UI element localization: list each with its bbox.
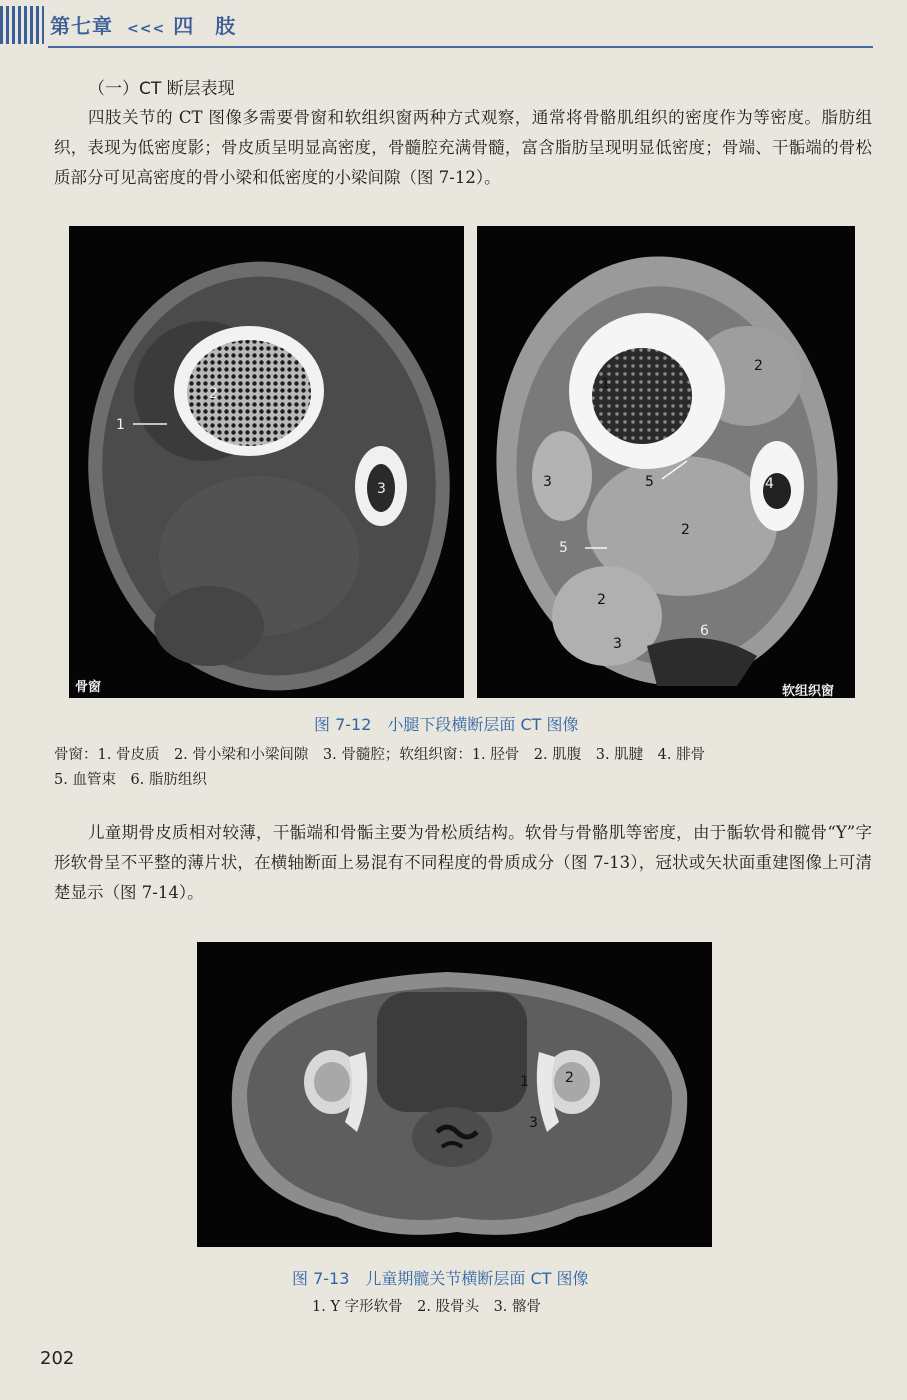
header-rule [48, 46, 873, 48]
section-heading: （一）CT 断层表现 [88, 79, 235, 99]
marker-5: 5 [559, 540, 568, 556]
marker-2: 2 [565, 1070, 574, 1086]
soft-tissue-window-label: 软组织窗 [782, 684, 835, 698]
marker-2: 2 [597, 592, 606, 608]
header-stripe-decoration [0, 6, 44, 44]
marker-3: 3 [543, 474, 552, 490]
page-number: 202 [40, 1348, 75, 1369]
chapter-label: 第七章 [50, 14, 113, 38]
figure-7-12-legend-line-2: 5. 血管束 6. 脂肪组织 [54, 772, 207, 788]
ct-image-child-hip [197, 942, 712, 1247]
header-title [50, 10, 236, 39]
marker-3: 3 [377, 481, 386, 497]
marker-3: 3 [613, 636, 622, 652]
marker-4: 4 [765, 476, 774, 492]
figure-7-12-legend-line-1: 骨窗：1. 骨皮质 2. 骨小梁和小梁间隙 3. 骨髓腔；软组织窗：1. 胫骨 2. 肌腹 3. 肌腱 4. 腓骨 [54, 747, 706, 763]
ct-soft-tissue-drawing [477, 226, 855, 698]
marker-3: 3 [529, 1115, 538, 1131]
marker-1: 1 [520, 1074, 529, 1090]
ct-image-bone-window [69, 226, 464, 698]
ct-bone-window-drawing [69, 226, 464, 698]
paragraph-1: 四肢关节的 CT 图像多需要骨窗和软组织窗两种方式观察，通常将骨骼肌组织的密度作为等密度。脂肪组织，表现为低密度影；骨皮质呈明显高密度，骨髓腔充满骨髓，富含脂肪呈现明显低密度；骨端、干骺端的骨松质部分可见高密度的骨小梁和低密度的小梁间隙（图 7-12）。 [54, 108, 872, 187]
running-header [0, 0, 907, 48]
header-section: 四 肢 [173, 14, 237, 38]
paragraph-2: 儿童期骨皮质相对较薄，干骺端和骨骺主要为骨松质结构。软骨与骨骼肌等密度，由于骺软骨和髋骨“Y”字形软骨呈不平整的薄片状，在横轴断面上易混有不同程度的骨质成分（图 7-13），冠状或矢状面重建图像上可清楚显示（图 7-14）。 [54, 823, 872, 902]
bone-window-label: 骨窗 [75, 680, 102, 695]
figure-7-12-caption: 图 7-12 小腿下段横断层面 CT 图像 [314, 715, 579, 734]
ct-image-soft-tissue-window [477, 226, 855, 698]
figure-7-13-legend: 1. Y 字形软骨 2. 股骨头 3. 髂骨 [312, 1299, 542, 1315]
ct-child-hip-drawing [197, 942, 712, 1247]
marker-6: 6 [700, 623, 709, 639]
figure-7-13-caption: 图 7-13 儿童期髋关节横断层面 CT 图像 [292, 1269, 589, 1288]
marker-1: 1 [601, 376, 610, 392]
marker-1: 1 [116, 417, 125, 433]
marker-2: 2 [754, 358, 763, 374]
marker-2: 2 [681, 522, 690, 538]
marker-2: 2 [209, 386, 218, 402]
header-arrows: <<< [127, 21, 166, 37]
marker-5: 5 [645, 474, 654, 490]
